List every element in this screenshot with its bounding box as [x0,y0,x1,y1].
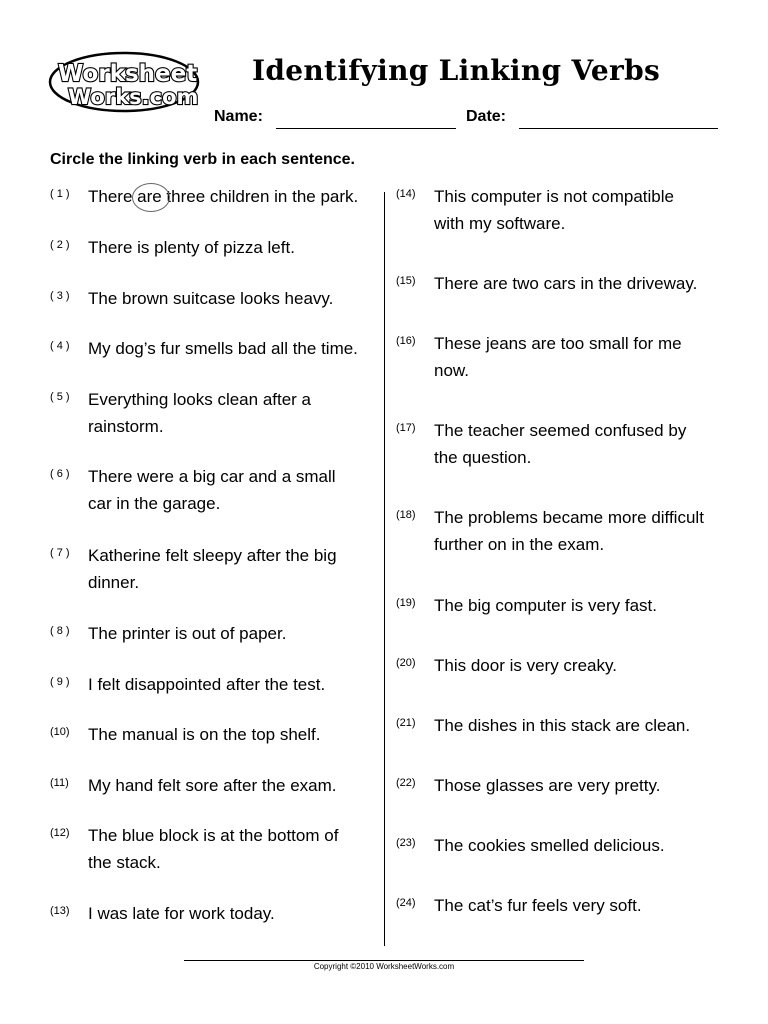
question-text[interactable]: The brown suitcase looks heavy. [88,289,334,308]
question-text[interactable]: with my software. [434,214,566,233]
question-number: (17) [396,422,416,434]
date-field[interactable] [519,128,718,129]
footer-divider [184,960,584,961]
question-number: (24) [396,897,416,909]
question-text[interactable]: I was late for work today. [88,904,275,923]
page-title: Identifying Linking Verbs [252,54,661,87]
question-number: ( 9 ) [50,676,70,688]
question-text[interactable]: The cookies smelled delicious. [434,836,665,855]
date-label: Date: [466,108,507,125]
question-text[interactable]: The printer is out of paper. [88,624,287,643]
question-text[interactable]: The problems became more difficult [434,508,704,527]
question-text[interactable]: There are three children in the park. [88,187,359,206]
question-number: ( 7 ) [50,547,70,559]
question-number: (18) [396,509,416,521]
question-text[interactable]: These jeans are too small for me [434,334,682,353]
copyright: Copyright ©2010 WorksheetWorks.com [313,962,455,971]
question-text[interactable]: The cat’s fur feels very soft. [434,896,642,915]
question-text[interactable]: the question. [434,448,532,467]
question-text[interactable]: My dog’s fur smells bad all the time. [88,339,358,358]
question-text[interactable]: The dishes in this stack are clean. [434,716,691,735]
question-number: ( 3 ) [50,290,70,302]
question-number: (20) [396,657,416,669]
question-number: (10) [50,726,70,738]
question-text[interactable]: My hand felt sore after the exam. [88,776,337,795]
question-text[interactable]: car in the garage. [88,494,221,513]
question-text[interactable]: rainstorm. [88,417,164,436]
question-number: ( 4 ) [50,340,70,352]
question-text[interactable]: The big computer is very fast. [434,596,657,615]
question-number: (14) [396,188,416,200]
question-text[interactable]: There were a big car and a small [88,467,336,486]
question-text[interactable]: This door is very creaky. [434,656,617,675]
question-number: ( 1 ) [50,188,70,200]
question-text[interactable]: dinner. [88,573,140,592]
question-number: (23) [396,837,416,849]
name-field[interactable] [276,128,456,129]
question-number: ( 6 ) [50,468,70,480]
question-number: (11) [50,777,69,789]
question-text[interactable]: further on in the exam. [434,535,605,554]
question-text[interactable]: There are two cars in the driveway. [434,274,698,293]
question-text[interactable]: the stack. [88,853,161,872]
column-divider [384,192,385,946]
question-number: (16) [396,335,416,347]
question-text[interactable]: now. [434,361,469,380]
question-number: ( 8 ) [50,625,70,637]
name-label: Name: [214,108,263,125]
question-text[interactable]: Those glasses are very pretty. [434,776,661,795]
question-number: (15) [396,275,416,287]
question-number: (21) [396,717,416,729]
question-text[interactable]: The manual is on the top shelf. [88,725,321,744]
question-number: (12) [50,827,70,839]
question-text[interactable]: I felt disappointed after the test. [88,675,326,694]
question-text[interactable]: The blue block is at the bottom of [88,826,339,845]
question-number: (22) [396,777,416,789]
question-text[interactable]: The teacher seemed confused by [434,421,687,440]
question-number: ( 5 ) [50,391,70,403]
logo-line-2: Works.com [68,85,199,109]
instructions: Circle the linking verb in each sentence. [50,151,355,168]
question-text[interactable]: This computer is not compatible [434,187,674,206]
example-answer-circle [132,183,170,212]
question-number: ( 2 ) [50,239,70,251]
logo-line-1: Worksheet [58,61,198,87]
question-text[interactable]: Everything looks clean after a [88,390,312,409]
worksheetworks-logo [48,51,200,113]
question-text[interactable]: Katherine felt sleepy after the big [88,546,337,565]
question-text[interactable]: There is plenty of pizza left. [88,238,295,257]
question-number: (19) [396,597,416,609]
question-number: (13) [50,905,70,917]
